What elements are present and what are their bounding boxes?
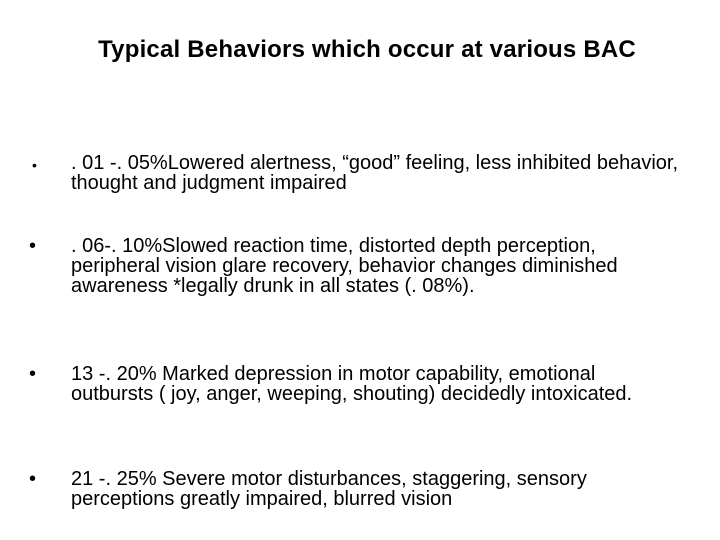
slide-title: Typical Behaviors which occur at various BAC xyxy=(98,36,636,63)
bullet-dot-icon: • xyxy=(32,157,37,173)
bullet-dot-icon: • xyxy=(29,363,37,385)
bullet-text: 13 -. 20% Marked depression in motor capability, emotional outbursts ( joy, anger, weeping, shouting) decidedly intoxicated. xyxy=(71,363,633,405)
bullet-dot-icon: • xyxy=(29,468,37,490)
bullet-text: . 06-. 10%Slowed reaction time, distorted depth perception, peripheral vision glare recovery, behavior changes diminished awareness *legally drunk in all states (. 08%). xyxy=(71,235,618,297)
bullet-item-bac-21-25 xyxy=(29,469,679,509)
bullet-item-bac-01-05 xyxy=(29,153,679,193)
bullet-text: 21 -. 25% Severe motor disturbances, staggering, sensory perceptions greatly impaired, blurred vision xyxy=(71,468,587,510)
bullet-item-bac-13-20 xyxy=(29,364,679,404)
bullet-item-bac-06-10 xyxy=(29,236,679,296)
bullet-dot-icon: • xyxy=(29,235,37,257)
bullet-text: . 01 -. 05%Lowered alertness, “good” feeling, less inhibited behavior, thought and judgment impaired xyxy=(71,152,679,194)
